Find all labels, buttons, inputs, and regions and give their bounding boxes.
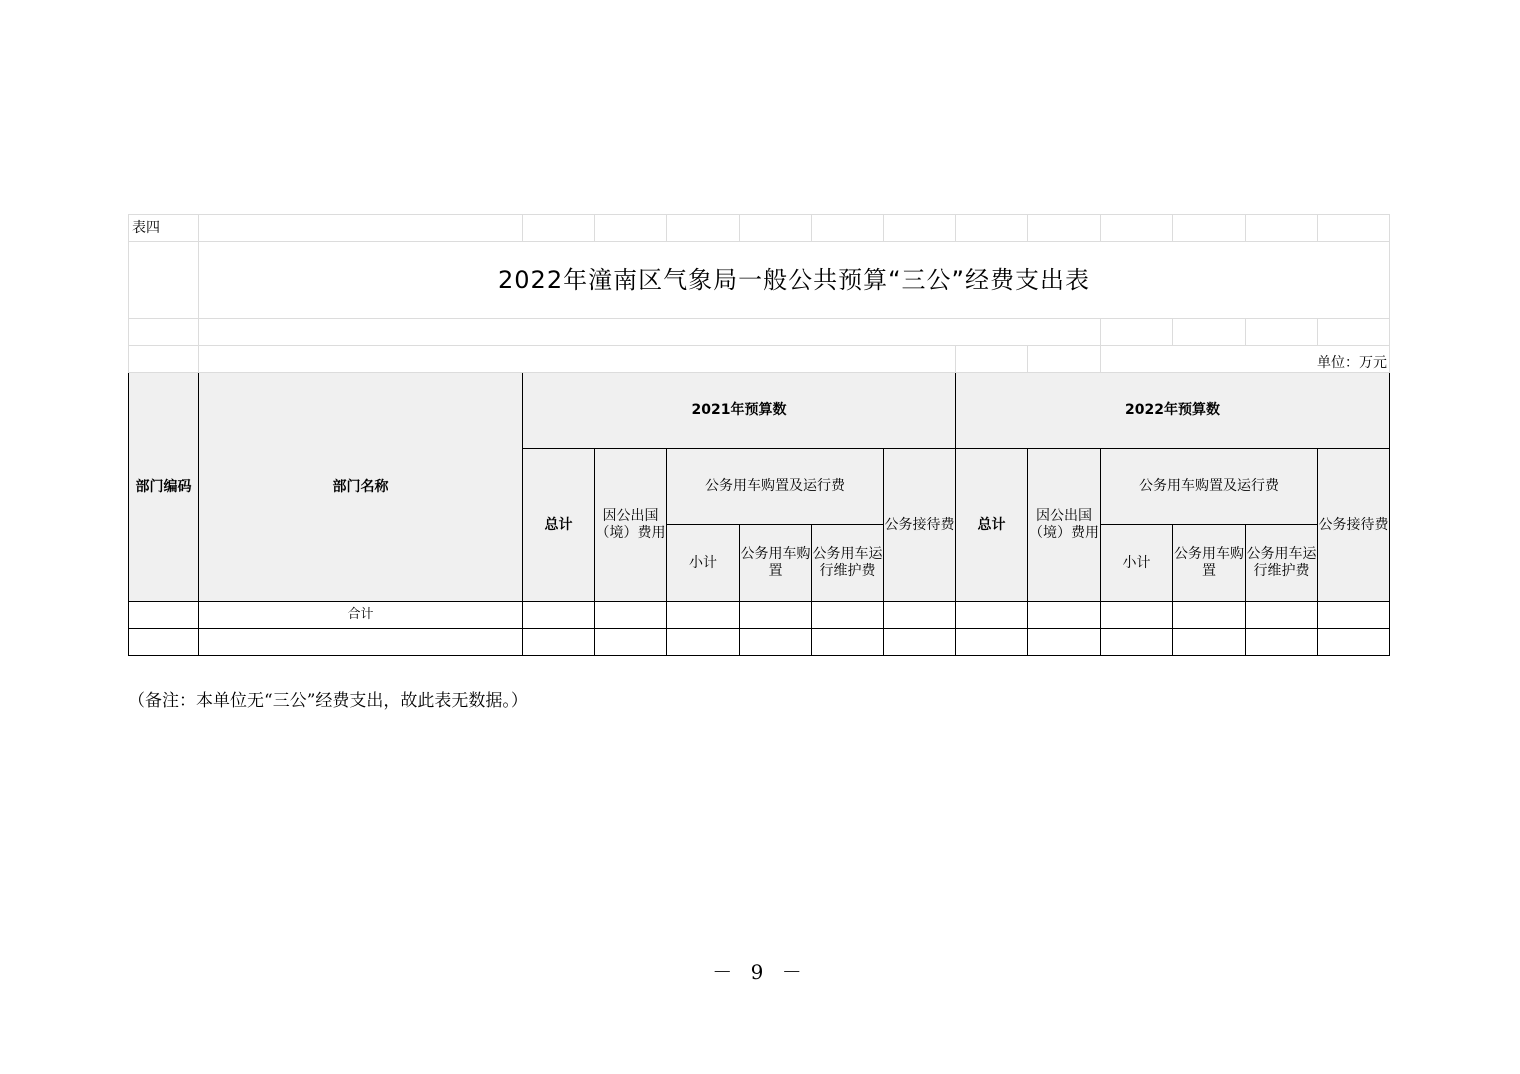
header-budget-2022: 2022年预算数 [956, 373, 1390, 449]
header-reception-2022: 公务接待费 [1318, 449, 1390, 602]
unit-label: 单位：万元 [1101, 346, 1390, 373]
header-vehicle-2022: 公务用车购置及运行费 [1101, 449, 1318, 525]
header-total-2021: 总计 [523, 449, 595, 602]
page-number: － 9 － [712, 960, 808, 984]
header-total-2022: 总计 [956, 449, 1028, 602]
header-vehicle-maintenance-2021: 公务用车运行维护费 [812, 525, 884, 602]
header-vehicle-2021: 公务用车购置及运行费 [667, 449, 884, 525]
header-vehicle-maintenance-2022: 公务用车运行维护费 [1246, 525, 1318, 602]
header-budget-2021: 2021年预算数 [523, 373, 956, 449]
header-dept-code: 部门编码 [129, 373, 199, 602]
header-reception-2021: 公务接待费 [884, 449, 956, 602]
header-subtotal-2021: 小计 [667, 525, 740, 602]
table-row [129, 629, 1390, 656]
table-label: 表四 [129, 215, 199, 242]
header-vehicle-purchase-2021: 公务用车购置 [740, 525, 812, 602]
header-abroad-2021: 因公出国（境）费用 [595, 449, 667, 602]
budget-table [128, 214, 1390, 656]
table-row [129, 602, 1390, 629]
page-title: 2022年潼南区气象局一般公共预算“三公”经费支出表 [199, 242, 1390, 319]
header-vehicle-purchase-2022: 公务用车购置 [1173, 525, 1246, 602]
header-abroad-2022: 因公出国（境）费用 [1028, 449, 1101, 602]
footnote: （备注：本单位无“三公”经费支出，故此表无数据。） [128, 691, 528, 711]
row-total-label: 合计 [199, 602, 523, 629]
header-dept-name: 部门名称 [199, 373, 523, 602]
header-subtotal-2022: 小计 [1101, 525, 1173, 602]
